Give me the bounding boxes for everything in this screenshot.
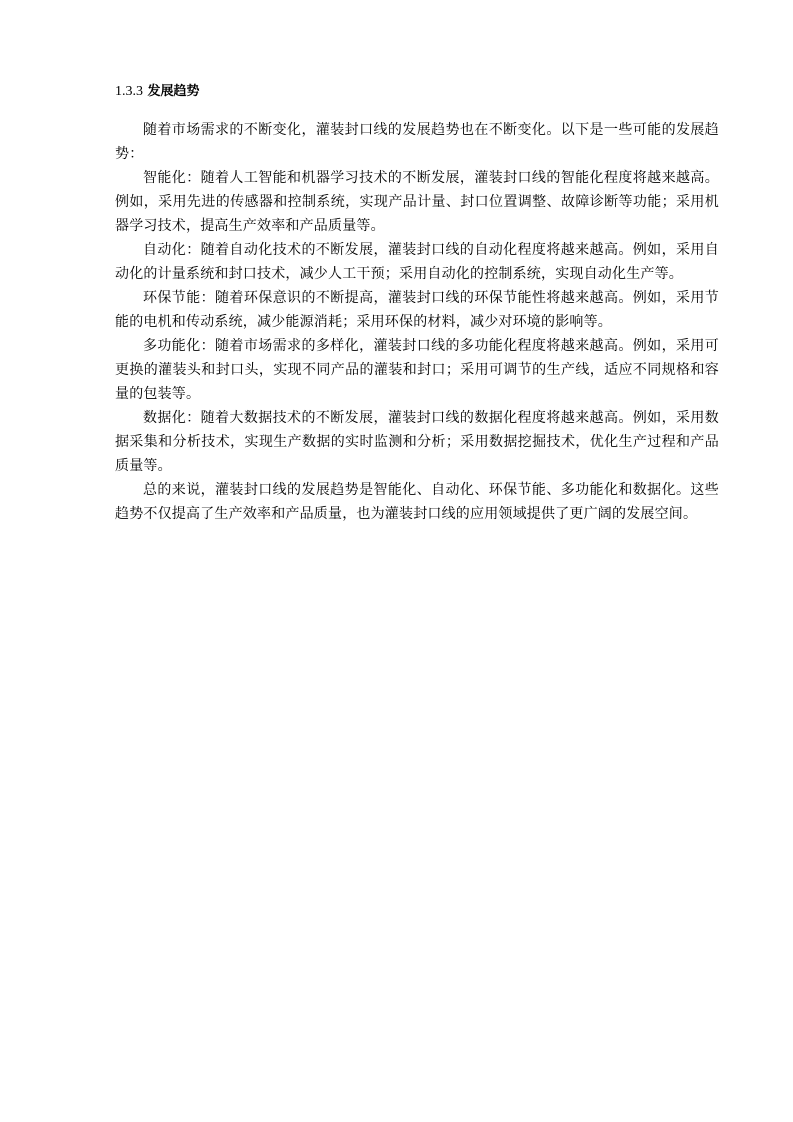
paragraph-intro: 随着市场需求的不断变化，灌装封口线的发展趋势也在不断变化。以下是一些可能的发展趋势： bbox=[115, 122, 719, 162]
paragraph-data: 数据化：随着大数据技术的不断发展，灌装封口线的数据化程度将越来越高。例如，采用数据采集和分析技术，实现生产数据的实时监测和分析；采用数据挖掘技术，优化生产过程和产品质量等。 bbox=[115, 410, 719, 474]
paragraph-eco-energy: 环保节能：随着环保意识的不断提高，灌装封口线的环保节能性将越来越高。例如，采用节能的电机和传动系统，减少能源消耗；采用环保的材料，减少对环境的影响等。 bbox=[115, 290, 719, 330]
section-heading bbox=[115, 81, 719, 102]
section-title: 发展趋势 bbox=[147, 84, 200, 99]
page-content bbox=[115, 81, 719, 526]
section-number: 1.3.3 bbox=[115, 84, 143, 99]
paragraph-summary: 总的来说，灌装封口线的发展趋势是智能化、自动化、环保节能、多功能化和数据化。这些趋势不仅提高了生产效率和产品质量，也为灌装封口线的应用领域提供了更广阔的发展空间。 bbox=[115, 482, 719, 522]
paragraph-multifunction: 多功能化：随着市场需求的多样化，灌装封口线的多功能化程度将越来越高。例如，采用可更换的灌装头和封口头，实现不同产品的灌装和封口；采用可调节的生产线，适应不同规格和容量的包装等。 bbox=[115, 338, 719, 402]
paragraph-automation: 自动化：随着自动化技术的不断发展，灌装封口线的自动化程度将越来越高。例如，采用自动化的计量系统和封口技术，减少人工干预；采用自动化的控制系统，实现自动化生产等。 bbox=[115, 242, 719, 282]
paragraph-intelligent: 智能化：随着人工智能和机器学习技术的不断发展，灌装封口线的智能化程度将越来越高。例如，采用先进的传感器和控制系统，实现产品计量、封口位置调整、故障诊断等功能；采用机器学习技术，提高生产效率和产品质量等。 bbox=[115, 170, 719, 234]
